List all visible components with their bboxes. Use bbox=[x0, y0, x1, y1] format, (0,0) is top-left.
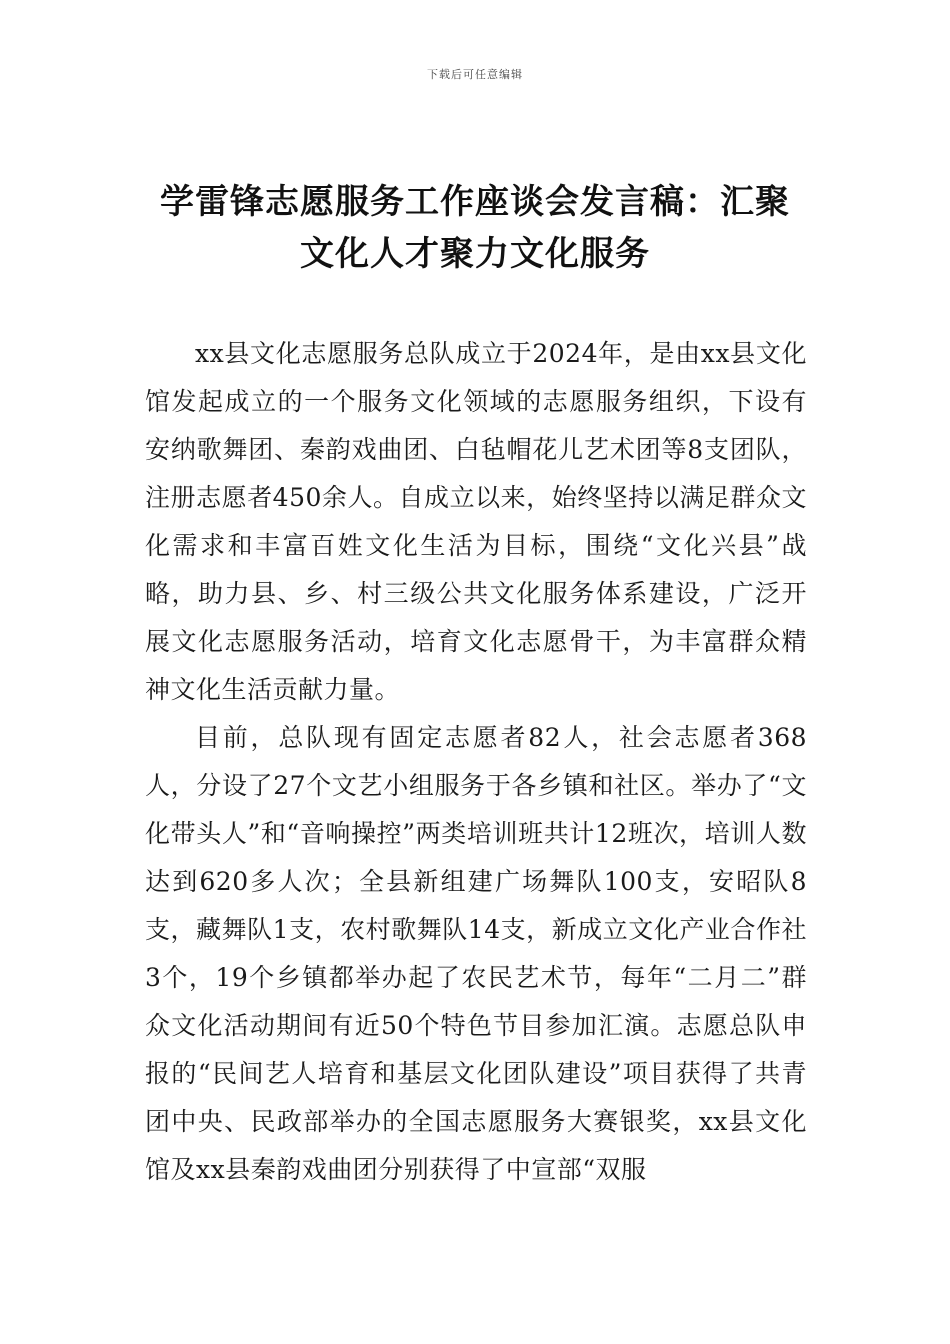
paragraph-1: xx县文化志愿服务总队成立于2024年，是由xx县文化馆发起成立的一个服务文化领域的志愿服务组织，下设有安纳歌舞团、秦韵戏曲团、白毡帽花儿艺术团等8支团队，注册志愿者450余人。自成立以来，始终坚持以满足群众文化需求和丰富百姓文化生活为目标，围绕“文化兴县”战略，助力县、乡、村三级公共文化服务体系建设，广泛开展文化志愿服务活动，培育文化志愿骨干，为丰富群众精神文化生活贡献力量。 bbox=[145, 339, 807, 704]
document-title bbox=[145, 176, 805, 280]
title-line-2: 文化人才聚力文化服务 bbox=[300, 234, 650, 274]
header-note: 下载后可任意编辑 bbox=[427, 68, 523, 81]
document-body bbox=[145, 330, 807, 1194]
paragraph-2: 目前，总队现有固定志愿者82人，社会志愿者368人，分设了27个文艺小组服务于各乡镇和社区。举办了“文化带头人”和“音响操控”两类培训班共计12班次，培训人数达到620多人次；全县新组建广场舞队100支，安昭队8支，藏舞队1支，农村歌舞队14支，新成立文化产业合作社3个，19个乡镇都举办起了农民艺术节，每年“二月二”群众文化活动期间有近50个特色节目参加汇演。志愿总队申报的“民间艺人培育和基层文化团队建设”项目获得了共青团中央、民政部举办的全国志愿服务大赛银奖，xx县文化馆及xx县秦韵戏曲团分别获得了中宣部“双服 bbox=[145, 723, 807, 1184]
title-line-1: 学雷锋志愿服务工作座谈会发言稿：汇聚 bbox=[160, 182, 790, 222]
